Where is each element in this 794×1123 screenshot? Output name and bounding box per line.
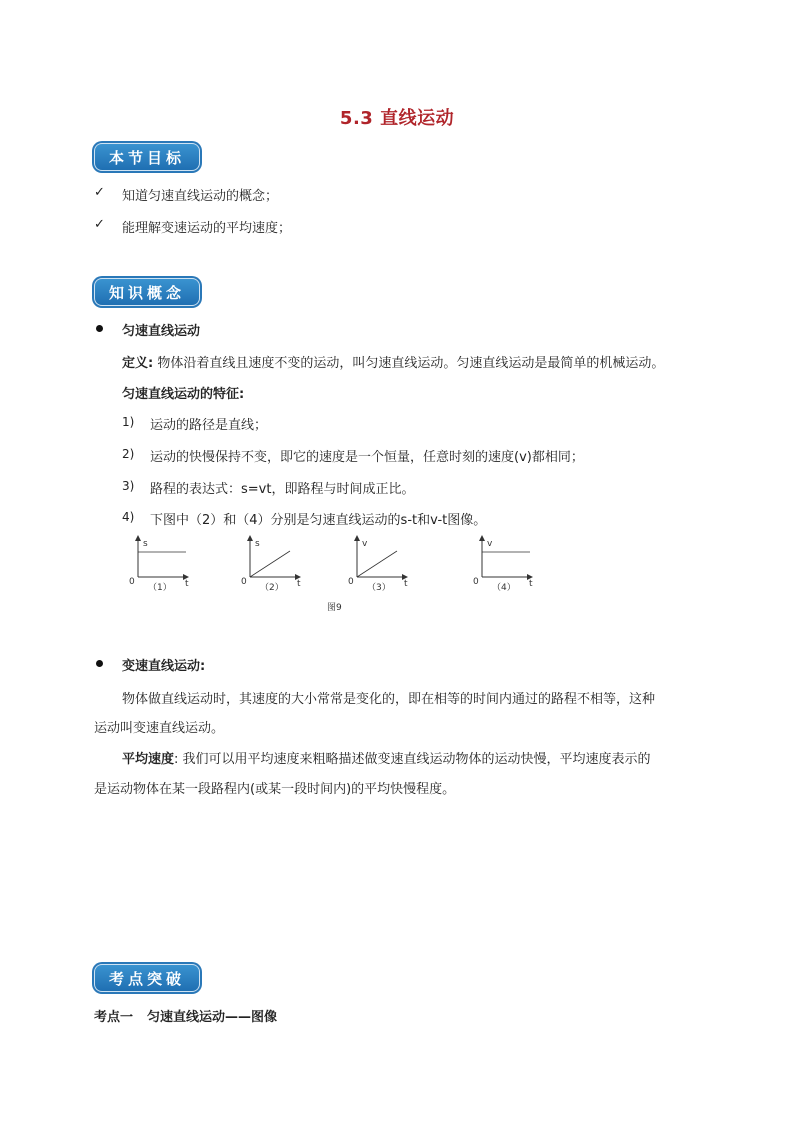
graph-line <box>250 551 290 577</box>
section-badge-concepts: 知识概念 <box>95 279 199 305</box>
x-axis-label: t <box>185 579 189 589</box>
features-label: 匀速直线运动的特征: <box>122 387 245 402</box>
feature-text: 路程的表达式：s=vt，即路程与时间成正比。 <box>150 482 415 497</box>
feature-number: 3) <box>122 479 135 493</box>
goal-item: 能理解变速运动的平均速度； <box>122 221 292 236</box>
origin-label: 0 <box>129 577 135 587</box>
average-speed-label: 平均速度 <box>122 752 175 767</box>
motion-graph <box>473 536 533 593</box>
graph-line <box>357 551 397 577</box>
bullet-icon <box>96 660 103 667</box>
bullet-icon <box>96 325 103 332</box>
graph-caption: （2） <box>260 583 284 593</box>
motion-graphs-figure <box>110 530 550 615</box>
definition-text: 物体沿着直线且速度不变的运动，叫匀速直线运动。匀速直线运动是最简单的机械运动。 <box>153 356 665 371</box>
variable-heading: 变速直线运动: <box>122 659 206 674</box>
definition-label: 定义: <box>122 356 154 371</box>
motion-graph <box>348 536 408 593</box>
average-speed-line: 是运动物体在某一段路程内(或某一段时间内)的平均快慢程度。 <box>94 782 456 797</box>
origin-label: 0 <box>348 577 354 587</box>
check-icon: ✓ <box>94 185 105 200</box>
goal-item: 知道匀速直线运动的概念； <box>122 189 279 204</box>
variable-paragraph-line: 物体做直线运动时，其速度的大小常常是变化的，即在相等的时间内通过的路程不相等，这种 <box>122 692 656 707</box>
feature-text: 运动的路径是直线； <box>150 418 268 433</box>
uniform-heading: 匀速直线运动 <box>122 324 201 339</box>
y-axis-label: v <box>487 539 493 549</box>
section-badge-goals: 本节目标 <box>95 144 199 170</box>
exam-point-label: 考点一 <box>94 1010 134 1025</box>
uniform-definition <box>122 352 664 371</box>
x-axis-label: t <box>404 579 408 589</box>
exam-point-title <box>94 1006 277 1025</box>
feature-text: 下图中（2）和（4）分别是匀速直线运动的s-t和v-t图像。 <box>150 513 487 528</box>
variable-paragraph-line: 运动叫变速直线运动。 <box>94 721 225 736</box>
x-axis-label: t <box>529 579 533 589</box>
graph-caption: （3） <box>367 583 391 593</box>
graph-caption: （4） <box>492 583 516 593</box>
x-axis-label: t <box>297 579 301 589</box>
feature-number: 2) <box>122 447 135 461</box>
graph-caption: （1） <box>148 583 172 593</box>
average-speed-text: : 我们可以用平均速度来粗略描述做变速直线运动物体的运动快慢，平均速度表示的 <box>174 752 651 767</box>
check-icon: ✓ <box>94 217 105 232</box>
figure-caption: 图9 <box>327 603 342 613</box>
motion-graph <box>129 536 189 593</box>
y-axis-label: v <box>362 539 368 549</box>
y-axis-label: s <box>143 539 148 549</box>
origin-label: 0 <box>473 577 479 587</box>
section-badge-breakthrough: 考点突破 <box>95 965 199 991</box>
page-title: 5.3 直线运动 <box>339 108 455 129</box>
average-speed-line <box>122 748 651 767</box>
y-axis-label: s <box>255 539 260 549</box>
exam-point-text: 匀速直线运动——图像 <box>147 1010 278 1025</box>
motion-graph <box>241 536 301 593</box>
feature-text: 运动的快慢保持不变，即它的速度是一个恒量，任意时刻的速度(v)都相同； <box>150 450 584 465</box>
feature-number: 1) <box>122 415 135 429</box>
feature-number: 4) <box>122 510 135 524</box>
origin-label: 0 <box>241 577 247 587</box>
